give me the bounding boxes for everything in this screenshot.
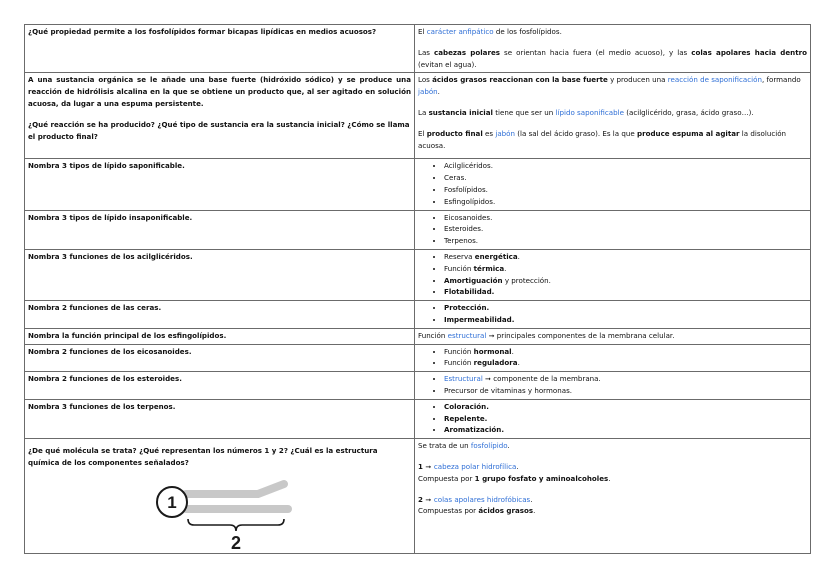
answer-text: Función: [418, 330, 448, 340]
question-text: Nombra la función principal de los esfingolípidos.: [28, 330, 227, 340]
answer-text: (evitan el agua).: [418, 59, 477, 69]
highlight-text: Estructural: [444, 374, 483, 384]
bold-text: térmica: [473, 263, 505, 273]
table-row: [25, 25, 811, 73]
answer-text: tiene que ser un: [492, 107, 556, 117]
list-item: • Eicosanoides.: [444, 212, 807, 224]
phospholipid-figure: [152, 475, 352, 551]
arrow-icon: ➞: [486, 330, 497, 340]
list-item: [444, 286, 807, 298]
list-item: [444, 251, 807, 263]
table-row: [25, 159, 811, 210]
answer-paragraph: [418, 473, 807, 485]
list-item: • Acilglicéridos.: [444, 160, 807, 172]
answer-paragraph: [418, 440, 807, 452]
answer-text: .: [437, 87, 440, 97]
answer-cell: [415, 372, 811, 400]
bold-text: producto final: [426, 128, 483, 138]
answer-list: [418, 401, 807, 436]
list-item: • Ceras.: [444, 172, 807, 184]
question-cell: [25, 372, 415, 400]
question-cell: [25, 328, 415, 344]
bold-text: Amortiguación: [444, 275, 503, 285]
answer-text: .: [511, 346, 514, 356]
answer-cell: [415, 439, 811, 554]
answer-text: .: [504, 263, 507, 273]
list-item: [444, 401, 807, 413]
question-text: A una sustancia orgánica se le añade una base fuerte (hidróxido sódico) y se produce una reacción de hidrólisis alcalina en la que se obtiene un producto que, al ser agitado en solución acuosa, da lugar a una espuma persistente.: [28, 75, 411, 108]
question-cell: [25, 399, 415, 438]
bold-text: ácidos grasos: [478, 506, 534, 516]
answer-text: .: [533, 506, 536, 516]
answer-text: El: [418, 128, 427, 138]
answer-text: .: [516, 461, 519, 471]
answer-paragraph: [418, 330, 807, 342]
question-cell: [25, 210, 415, 249]
list-item: • Precursor de vitaminas y hormonas.: [444, 385, 807, 397]
bold-text: ácidos grasos reaccionan con la base fuerte: [432, 75, 608, 85]
bold-text: Aromatización.: [444, 425, 505, 435]
answer-cell: [415, 301, 811, 329]
table-row: [25, 210, 811, 249]
highlight-text: colas apolares hidrofóbicas: [433, 494, 531, 504]
qa-table: [24, 24, 811, 554]
answer-text: Compuestas por: [418, 506, 479, 516]
answer-cell: [415, 25, 811, 73]
bold-text: sustancia inicial: [428, 107, 493, 117]
answer-cell: [415, 249, 811, 300]
answer-paragraph: [418, 74, 807, 98]
answer-cell: [415, 344, 811, 372]
answer-text: .: [517, 251, 520, 261]
list-item: [444, 424, 807, 436]
answer-list: [418, 251, 807, 298]
question-text: Nombra 3 funciones de los acilglicéridos.: [28, 251, 193, 261]
answer-list: [418, 212, 807, 247]
answer-text: Reserva: [444, 251, 475, 261]
question-cell: [25, 344, 415, 372]
list-item: • Esteroides.: [444, 223, 807, 235]
list-item: [444, 314, 807, 326]
bold-text: produce espuma al agitar: [637, 128, 740, 138]
table-row: [25, 328, 811, 344]
answer-text: se orientan hacia fuera (el medio acuoso), y las: [500, 47, 692, 57]
answer-paragraph: [418, 26, 807, 38]
answer-text: 1 ➞: [418, 461, 434, 471]
answer-list: [418, 160, 807, 207]
list-item: • Fosfolípidos.: [444, 184, 807, 196]
answer-text: Función: [444, 263, 474, 273]
arrow-icon: ➞: [482, 374, 494, 384]
highlight-text: cabeza polar hidrofílica: [433, 461, 517, 471]
question-text: Nombra 2 funciones de los eicosanoides.: [28, 346, 192, 356]
highlight-text: estructural: [447, 330, 487, 340]
question-text: ¿Qué propiedad permite a los fosfolípidos formar bicapas lipídicas en medios acuosos?: [28, 27, 377, 36]
question-text: Nombra 3 tipos de lípido insaponificable.: [28, 212, 193, 222]
answer-paragraph: [418, 494, 807, 506]
highlight-text: fosfolípido: [470, 441, 508, 451]
bold-text: reguladora: [473, 358, 518, 368]
list-item: [444, 346, 807, 358]
list-item: [444, 302, 807, 314]
answer-list: [418, 346, 807, 370]
list-item: [444, 357, 807, 369]
brace: [188, 519, 284, 531]
fatty-acid-tail: [186, 484, 284, 494]
bold-text: cabezas polares: [434, 47, 500, 57]
question-text: Nombra 2 funciones de los esteroides.: [28, 374, 182, 384]
question-cell: [25, 249, 415, 300]
table-row: [25, 301, 811, 329]
bold-text: 1 grupo fosfato y aminoalcoholes: [474, 473, 609, 483]
answer-text: y protección.: [502, 275, 551, 285]
answer-text: de los fosfolípidos.: [493, 27, 562, 36]
list-item: • Terpenos.: [444, 235, 807, 247]
question-cell: [25, 73, 415, 159]
bold-text: colas apolares hacia dentro: [691, 47, 807, 57]
question-cell: [25, 301, 415, 329]
answer-text: Compuesta por: [418, 473, 475, 483]
answer-text: Las: [418, 47, 435, 57]
list-item: [444, 373, 807, 385]
highlight-text: carácter anfipático: [426, 27, 494, 36]
answer-text: Función: [444, 358, 474, 368]
answer-list: [418, 302, 807, 326]
list-item: [444, 263, 807, 275]
answer-text: El: [418, 27, 427, 36]
table-row: [25, 372, 811, 400]
bold-text: hormonal: [473, 346, 512, 356]
answer-text: es: [482, 128, 496, 138]
list-item: • Esfingolípidos.: [444, 196, 807, 208]
table-row: [25, 439, 811, 554]
bold-text: Repelente.: [444, 413, 488, 423]
table-row: [25, 73, 811, 159]
answer-cell: [415, 210, 811, 249]
answer-text: , formando: [761, 75, 801, 85]
question-text: ¿Qué reacción se ha producido? ¿Qué tipo de sustancia era la sustancia inicial? ¿Cómo se llama el producto final?: [28, 119, 410, 141]
answer-text: Función: [444, 346, 474, 356]
question-cell: [25, 159, 415, 210]
answer-text: .: [608, 473, 611, 483]
phospholipid-diagram: [152, 475, 352, 551]
answer-paragraph: [418, 47, 807, 71]
answer-text: la disolución acuosa.: [418, 128, 787, 150]
answer-paragraph: [418, 107, 807, 119]
table-row: [25, 344, 811, 372]
answer-text: .: [517, 358, 520, 368]
question-text: Nombra 2 funciones de las ceras.: [28, 303, 162, 313]
answer-paragraph: [418, 505, 807, 517]
answer-paragraph: [418, 128, 807, 152]
answer-paragraph: [418, 461, 807, 473]
bold-text: Coloración.: [444, 401, 489, 411]
question-text: ¿De qué molécula se trata? ¿Qué representan los números 1 y 2? ¿Cuál es la estructura química de los componentes señalados?: [28, 446, 378, 467]
table-row: [25, 249, 811, 300]
answer-text: y producen una: [607, 75, 668, 85]
bold-text: Protección.: [444, 303, 490, 313]
answer-list: [418, 373, 807, 397]
answer-cell: [415, 399, 811, 438]
highlight-text: lípido saponificable: [555, 107, 624, 117]
answer-text: Los: [418, 75, 433, 85]
answer-cell: [415, 159, 811, 210]
answer-cell: [415, 328, 811, 344]
question-text: Nombra 3 funciones de los terpenos.: [28, 401, 176, 411]
highlight-text: reacción de saponificación: [667, 75, 762, 85]
label-2: 2: [230, 532, 242, 551]
answer-cell: [415, 73, 811, 159]
bold-text: Impermeabilidad.: [444, 314, 515, 324]
label-1: 1: [167, 492, 177, 512]
answer-text: .: [507, 441, 510, 451]
highlight-text: jabón: [418, 87, 438, 97]
answer-text: componente de la membrana.: [493, 374, 601, 384]
table-row: [25, 399, 811, 438]
list-item: [444, 413, 807, 425]
highlight-text: jabón: [495, 128, 516, 138]
answer-text: (la sal del ácido graso). Es la que: [515, 128, 637, 138]
answer-text: Se trata de un: [418, 441, 471, 451]
answer-text: principales componentes de la membrana celular.: [496, 330, 675, 340]
bold-text: Flotabilidad.: [444, 287, 495, 297]
answer-text: (acilglicérido, grasa, ácido graso…).: [623, 107, 754, 117]
list-item: [444, 275, 807, 287]
question-cell: [25, 25, 415, 73]
answer-text: La: [418, 107, 429, 117]
bold-text: energética: [474, 251, 518, 261]
question-text: Nombra 3 tipos de lípido saponificable.: [28, 161, 185, 171]
question-cell: [25, 439, 415, 554]
answer-text: 2 ➞: [418, 494, 434, 504]
answer-text: .: [530, 494, 533, 504]
